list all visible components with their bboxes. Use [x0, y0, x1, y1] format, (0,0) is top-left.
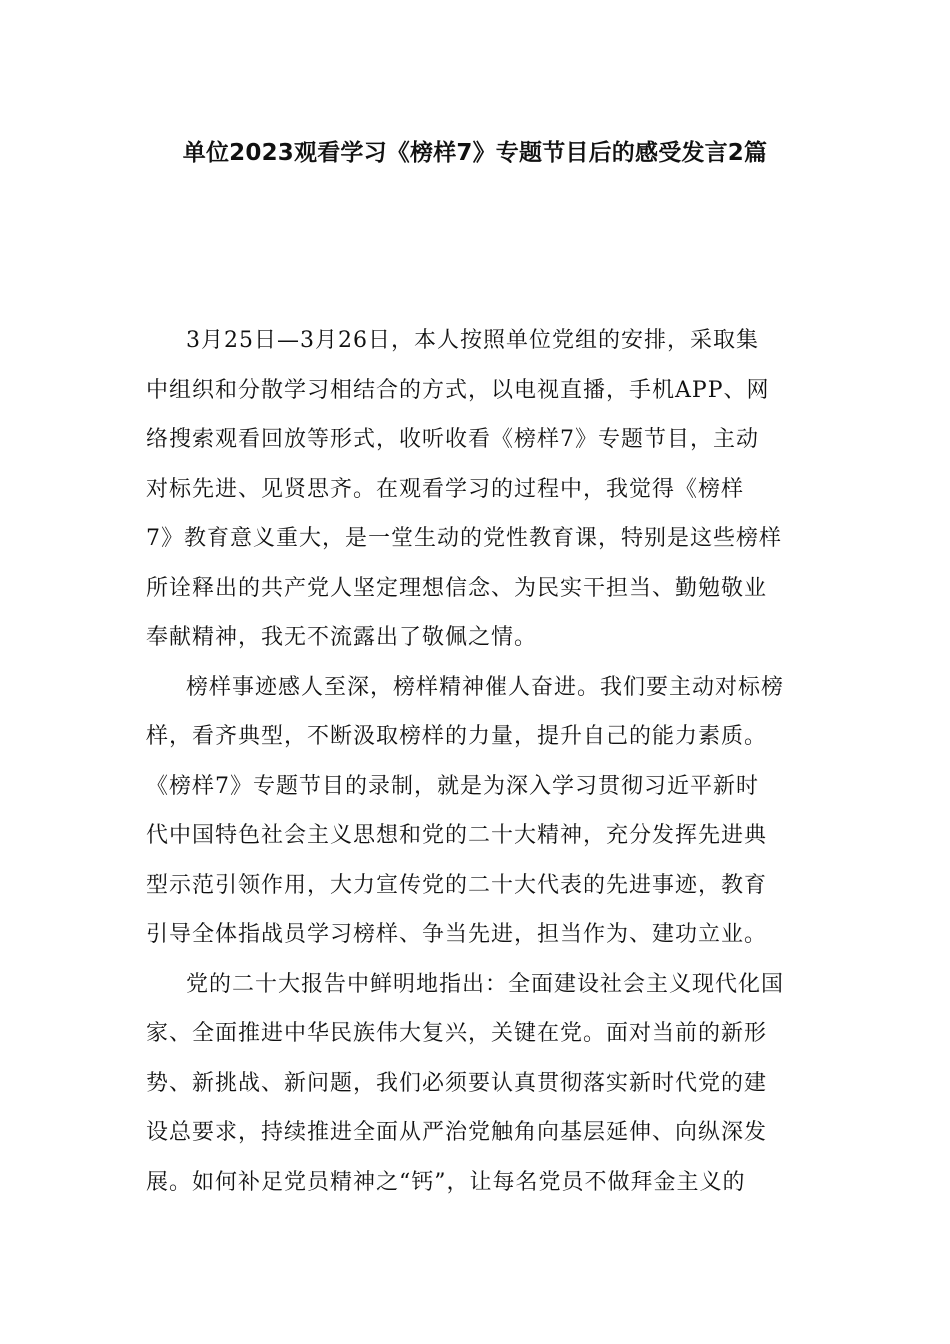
text-line: 榜样事迹感人至深，榜样精神催人奋进。我们要主动对标榜: [186, 674, 785, 700]
text-line: 设总要求，持续推进全面从严治党触角向基层延伸、向纵深发: [146, 1120, 768, 1145]
text-line: 代中国特色社会主义思想和党的二十大精神，充分发挥先进典: [146, 823, 768, 848]
text-line: 党的二十大报告中鲜明地指出：全面建设社会主义现代化国: [186, 971, 785, 997]
text-line: 对标先进、见贤思齐。在观看学习的过程中，我觉得《榜样: [146, 476, 745, 502]
text-line: 样，看齐典型，不断汲取榜样的力量，提升自己的能力素质。: [146, 724, 768, 749]
text-line: 展。如何补足党员精神之“钙”，让每名党员不做拜金主义的: [146, 1169, 746, 1195]
text-line: 中组织和分散学习相结合的方式，以电视直播，手机APP、网: [146, 377, 770, 403]
document-body: [146, 316, 806, 1207]
document-title: 单位2023观看学习《榜样7》专题节目后的感受发言2篇: [182, 140, 768, 166]
text-line: 《榜样7》专题节目的录制，就是为深入学习贯彻习近平新时: [146, 773, 759, 799]
text-line: 所诠释出的共产党人坚定理想信念、为民实干担当、勤勉敬业: [146, 575, 768, 601]
paragraph-3: [146, 960, 806, 1208]
paragraph-1: [146, 316, 806, 663]
text-line: 3月25日—3月26日，本人按照单位党组的安排，采取集: [186, 328, 759, 353]
text-line: 势、新挑战、新问题，我们必须要认真贯彻落实新时代党的建: [146, 1070, 768, 1096]
text-line: 型示范引领作用，大力宣传党的二十大代表的先进事迹，教育: [146, 872, 768, 898]
text-line: 络搜索观看回放等形式，收听收看《榜样7》专题节目，主动: [146, 427, 759, 452]
text-line: 引导全体指战员学习榜样、争当先进，担当作为、建功立业。: [146, 922, 768, 947]
text-line: 奉献精神，我无不流露出了敬佩之情。: [146, 625, 538, 650]
paragraph-2: [146, 663, 806, 960]
text-line: 家、全面推进中华民族伟大复兴，关键在党。面对当前的新形: [146, 1021, 768, 1046]
text-line: 7》教育意义重大，是一堂生动的党性教育课，特别是这些榜样: [146, 526, 782, 551]
